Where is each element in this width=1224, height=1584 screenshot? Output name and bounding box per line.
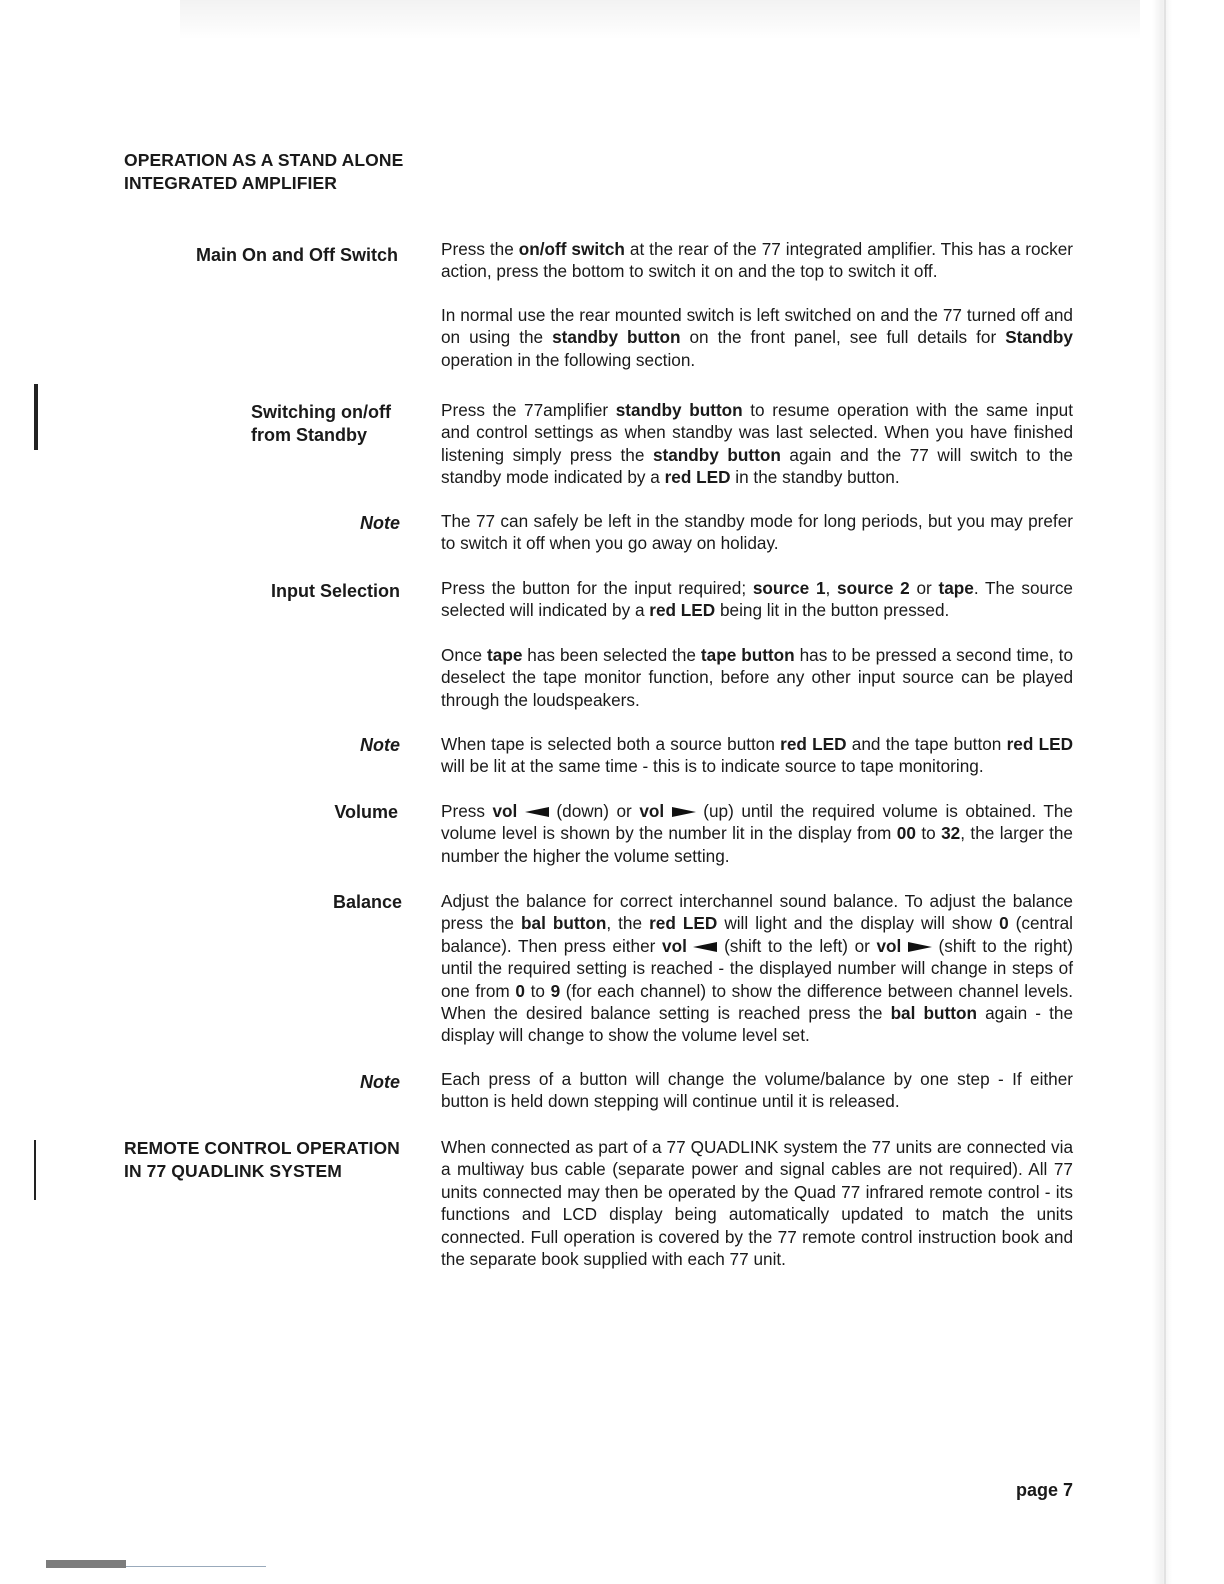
bold-text: bal button bbox=[521, 913, 607, 934]
text: Press bbox=[441, 801, 493, 821]
paragraph-balance bbox=[441, 890, 1073, 1047]
bold-text: vol bbox=[662, 935, 687, 956]
label-text: Note bbox=[360, 513, 400, 533]
bold-text: source 1 bbox=[752, 578, 826, 598]
scan-edge-line bbox=[1164, 0, 1166, 1584]
heading-line: REMOTE CONTROL OPERATION bbox=[124, 1138, 400, 1158]
page-number: page 7 bbox=[1016, 1480, 1074, 1500]
paragraph-note-3: Each press of a button will change the volume/balance by one step - If either button is held down stepping will continue until it is released. bbox=[441, 1069, 1073, 1112]
label-text: Main On and Off Switch bbox=[196, 245, 398, 265]
text: operation in the following section. bbox=[441, 349, 696, 370]
text: (shift to the right) until the required setting is reached - the displayed number will change in steps of one from bbox=[441, 935, 1073, 1001]
binder-mark-bottom bbox=[34, 1140, 36, 1200]
bold-text: source 2 bbox=[837, 578, 910, 598]
text: (for each channel) to show the difference between channel levels. When the desired balance setting is reached press the bbox=[441, 980, 1074, 1024]
text: and the tape button bbox=[846, 734, 1007, 754]
label-note bbox=[110, 512, 400, 535]
arrow-left-icon bbox=[525, 807, 549, 817]
paragraph-volume bbox=[441, 800, 1073, 867]
text: , bbox=[825, 578, 838, 598]
label-volume bbox=[108, 801, 398, 824]
paragraph-note-2 bbox=[441, 733, 1073, 778]
text: , the bbox=[606, 913, 650, 934]
text: has been selected the bbox=[522, 645, 701, 665]
paragraph-note-1: The 77 can safely be left in the standby mode for long periods, but you may prefer to switch it off when you go away on holiday. bbox=[441, 511, 1073, 554]
scan-shadow-top bbox=[180, 0, 1140, 40]
text: (central balance). Then press either bbox=[441, 913, 1073, 956]
text: again - the display will change to show the volume level set. bbox=[441, 1003, 1074, 1046]
heading-line: INTEGRATED AMPLIFIER bbox=[124, 173, 337, 193]
text: again and the 77 will switch to the standby mode indicated by a bbox=[441, 444, 1073, 488]
bold-text: on/off switch bbox=[518, 239, 625, 259]
label-text: from Standby bbox=[251, 425, 368, 445]
label-note bbox=[110, 734, 400, 757]
text: will light and the display will show bbox=[717, 913, 1000, 934]
text: . The source selected will indicated by a bbox=[441, 578, 1073, 621]
bold-text: standby button bbox=[652, 444, 781, 465]
label-input-selection bbox=[110, 580, 400, 603]
text: will be lit at the same time - this is to indicate source to tape monitoring. bbox=[441, 756, 984, 777]
scan-bottom-bar bbox=[46, 1560, 126, 1568]
text: in the standby button. bbox=[730, 467, 900, 488]
text: (down) or bbox=[548, 801, 640, 821]
text: (up) until the required volume is obtained. The volume level is shown by the number lit in the display from bbox=[441, 801, 1073, 844]
bold-text: standby button bbox=[615, 400, 743, 420]
bold-text: bal button bbox=[890, 1003, 977, 1024]
paragraph-remote: When connected as part of a 77 QUADLINK system the 77 units are connected via a multiway bus cable (separate power and signal cables are not required). All 77 units connected may then be operated by the Quad 77 infrared remote control - its functions and LCD display being automatically updated to match the units connected. Full operation is covered by the 77 remote control instruction book and the separate book supplied with each 77 unit. bbox=[441, 1137, 1073, 1270]
label-note bbox=[110, 1071, 400, 1094]
text: Adjust the balance for correct interchannel sound balance. To adjust the balance press the bbox=[441, 891, 1073, 934]
paragraph-standby bbox=[441, 399, 1073, 489]
text: or bbox=[909, 578, 939, 598]
text: Press the 77amplifier bbox=[441, 400, 616, 420]
text: at the rear of the 77 integrated amplifier. This has a rocker action, press the bottom to switch it on and the top to switch it off. bbox=[441, 239, 1073, 282]
section-heading-remote bbox=[124, 1137, 400, 1183]
text: being lit in the button pressed. bbox=[715, 600, 950, 621]
paragraph-main-switch-1 bbox=[441, 238, 1073, 283]
bold-text: vol bbox=[639, 801, 665, 821]
text: to bbox=[524, 980, 551, 1001]
section-heading-standalone bbox=[124, 149, 403, 195]
paragraph-main-switch-2 bbox=[441, 304, 1073, 371]
text: In normal use the rear mounted switch is left switched on and the 77 turned off and on using the bbox=[441, 305, 1073, 348]
text: (shift to the left) or bbox=[717, 935, 877, 956]
text: , the larger the number the higher the volume setting. bbox=[441, 823, 1073, 866]
arrow-right-icon bbox=[672, 807, 696, 817]
label-standby bbox=[251, 401, 411, 447]
scan-bottom-line bbox=[126, 1566, 266, 1567]
label-text: Switching on/off bbox=[251, 402, 391, 422]
bold-text: 32 bbox=[941, 823, 961, 844]
bold-text: tape button bbox=[700, 645, 795, 665]
text: has to be pressed a second time, to deselect the tape monitor function, before any other input source can be played through the loudspeakers. bbox=[441, 645, 1074, 710]
text: Once bbox=[441, 645, 488, 665]
label-balance bbox=[112, 891, 402, 914]
bold-text: 9 bbox=[550, 980, 561, 1001]
bold-text: tape bbox=[487, 645, 523, 665]
scan-edge-shadow bbox=[1152, 0, 1172, 1584]
bold-text: vol bbox=[492, 801, 518, 821]
text: When tape is selected both a source button bbox=[441, 734, 781, 754]
bold-text: tape bbox=[938, 578, 974, 598]
label-text: Volume bbox=[334, 802, 398, 822]
text: to bbox=[915, 823, 942, 844]
arrow-right-icon bbox=[908, 942, 932, 952]
bold-text: vol bbox=[876, 935, 902, 956]
arrow-left-icon bbox=[693, 942, 717, 952]
paragraph-input-2 bbox=[441, 644, 1073, 711]
label-main-switch bbox=[108, 244, 398, 267]
paragraph-input-1 bbox=[441, 577, 1073, 622]
bold-text: red LED bbox=[664, 467, 731, 488]
bold-text: 0 bbox=[515, 980, 525, 1001]
label-text: Note bbox=[360, 735, 400, 755]
heading-line: OPERATION AS A STAND ALONE bbox=[124, 150, 404, 170]
label-text: Note bbox=[360, 1072, 400, 1092]
label-text: Input Selection bbox=[270, 581, 400, 601]
bold-text: red LED bbox=[1006, 734, 1073, 754]
label-text: Balance bbox=[332, 892, 402, 912]
bold-text: red LED bbox=[649, 913, 718, 934]
bold-text: 00 bbox=[896, 823, 916, 844]
text: to resume operation with the same input and control settings as when standby was last selected. When you have finished listening simply press the bbox=[441, 400, 1073, 465]
bold-text: red LED bbox=[649, 600, 716, 621]
bold-text: Standby bbox=[1005, 327, 1073, 348]
text: Press the bbox=[441, 239, 519, 259]
heading-line: IN 77 QUADLINK SYSTEM bbox=[124, 1161, 342, 1181]
text: Press the button for the input required; bbox=[441, 578, 753, 598]
text: on the front panel, see full details for bbox=[680, 327, 1006, 348]
bold-text: standby button bbox=[552, 327, 681, 348]
binder-mark-top bbox=[34, 384, 38, 450]
bold-text: red LED bbox=[780, 734, 847, 754]
bold-text: 0 bbox=[999, 913, 1009, 934]
